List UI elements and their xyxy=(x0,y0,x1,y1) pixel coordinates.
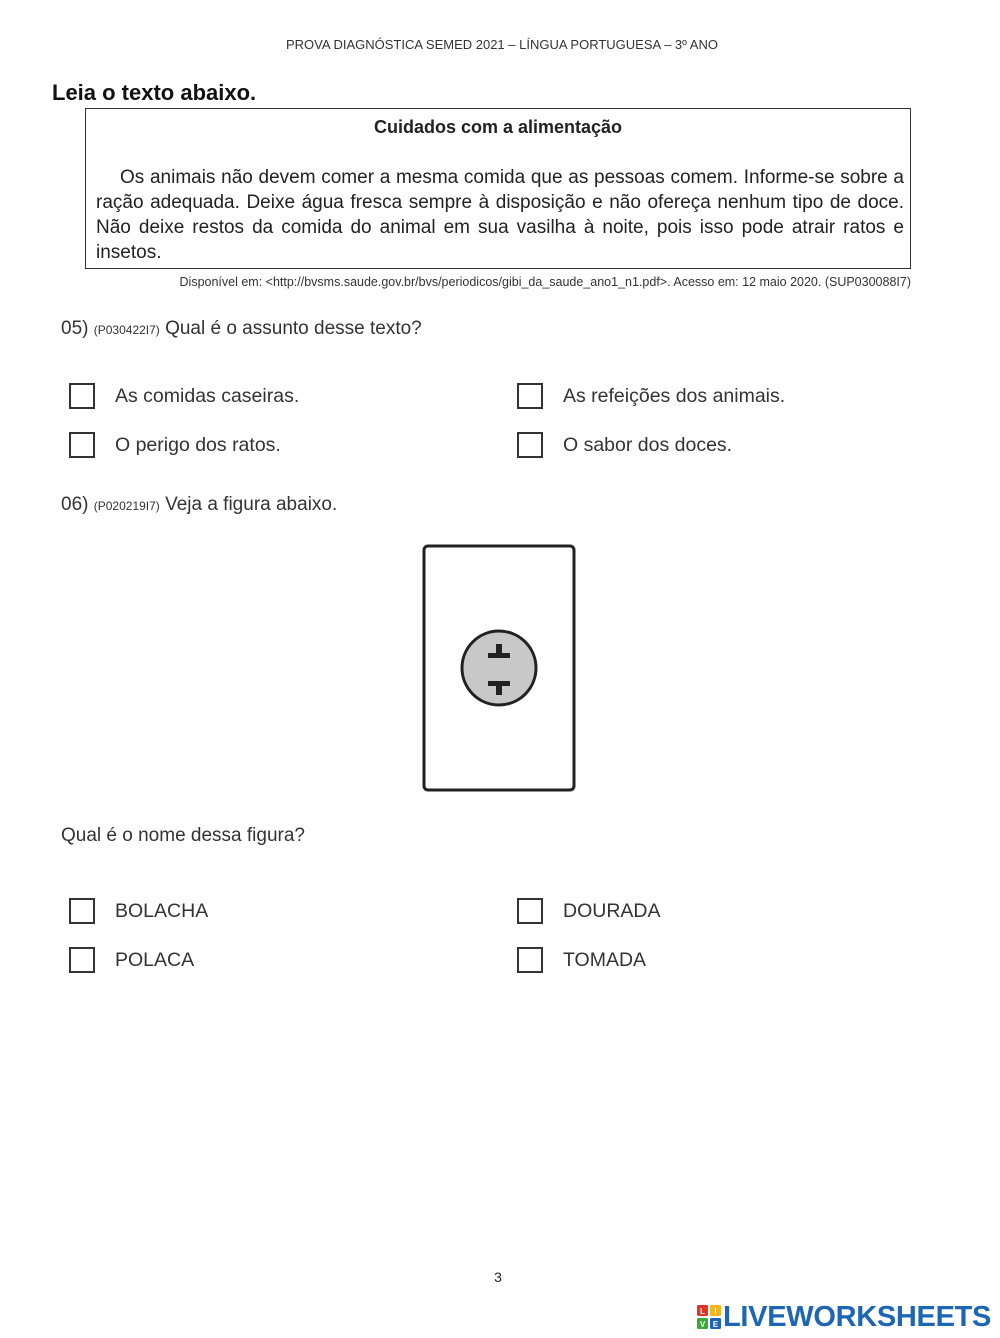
reading-source: Disponível em: <http://bvsms.saude.gov.br/bvs/periodicos/gibi_da_saude_ano1_n1.pdf>. Acesso em: 12 maio 2020. (SUP030088I7) xyxy=(179,275,911,289)
badge-letter: E xyxy=(712,1320,719,1329)
question-prompt: Qual é o assunto desse texto? xyxy=(165,318,422,339)
power-outlet-icon xyxy=(422,544,578,794)
reading-title: Cuidados com a alimentação xyxy=(373,117,623,137)
answer-checkbox[interactable] xyxy=(517,947,543,973)
option-label: BOLACHA xyxy=(115,899,209,922)
option-q05-a[interactable] xyxy=(69,381,299,411)
answer-checkbox[interactable] xyxy=(69,898,95,924)
option-q06-b[interactable] xyxy=(517,896,661,926)
outlet-figure xyxy=(422,544,578,799)
badge-letter: I xyxy=(714,1307,717,1316)
option-q06-d[interactable] xyxy=(517,945,646,975)
option-label: DOURADA xyxy=(563,899,661,922)
question-05 xyxy=(61,318,422,340)
option-label: As refeições dos animais. xyxy=(563,384,786,407)
badge-letter: V xyxy=(699,1320,706,1329)
option-q06-c[interactable] xyxy=(69,945,194,975)
option-label: POLACA xyxy=(115,948,195,971)
question-number: 06) xyxy=(61,494,89,515)
question-prompt: Veja a figura abaixo. xyxy=(165,494,338,515)
option-q06-a[interactable] xyxy=(69,896,208,926)
liveworksheets-logo xyxy=(697,1300,991,1334)
option-q05-b[interactable] xyxy=(517,381,785,411)
reading-body: Os animais não devem comer a mesma comida que as pessoas comem. Informe-se sobre a ração adequada. Deixe água fresca sempre à disposição e não ofereça nenhum tipo de doce. Não deixe restos da comida do animal em sua vasilha à noite, pois isso pode atrair ratos e insetos. xyxy=(96,167,904,263)
answer-checkbox[interactable] xyxy=(517,432,543,458)
instruction-heading: Leia o texto abaixo. xyxy=(52,80,257,105)
question-06-subprompt: Qual é o nome dessa figura? xyxy=(61,825,305,846)
answer-checkbox[interactable] xyxy=(69,432,95,458)
question-code: (P020219I7) xyxy=(93,499,160,513)
option-q05-d[interactable] xyxy=(517,430,732,460)
question-code: (P030422I7) xyxy=(93,323,160,337)
question-number: 05) xyxy=(61,318,89,339)
page-header: PROVA DIAGNÓSTICA SEMED 2021 – LÍNGUA PORTUGUESA – 3º ANO xyxy=(286,37,718,52)
answer-checkbox[interactable] xyxy=(69,947,95,973)
option-label: As comidas caseiras. xyxy=(115,384,300,407)
badge-letter: L xyxy=(700,1307,705,1316)
reading-text-box xyxy=(85,108,911,269)
brand-name: LIVEWORKSHEETS xyxy=(723,1300,992,1333)
page-number: 3 xyxy=(494,1269,502,1285)
option-label: O sabor dos doces. xyxy=(563,433,733,456)
option-label: TOMADA xyxy=(563,948,647,971)
question-06 xyxy=(61,494,337,516)
answer-checkbox[interactable] xyxy=(517,383,543,409)
answer-checkbox[interactable] xyxy=(517,898,543,924)
live-badge-icon xyxy=(697,1305,721,1329)
option-label: O perigo dos ratos. xyxy=(115,433,281,456)
option-q05-c[interactable] xyxy=(69,430,281,460)
answer-checkbox[interactable] xyxy=(69,383,95,409)
